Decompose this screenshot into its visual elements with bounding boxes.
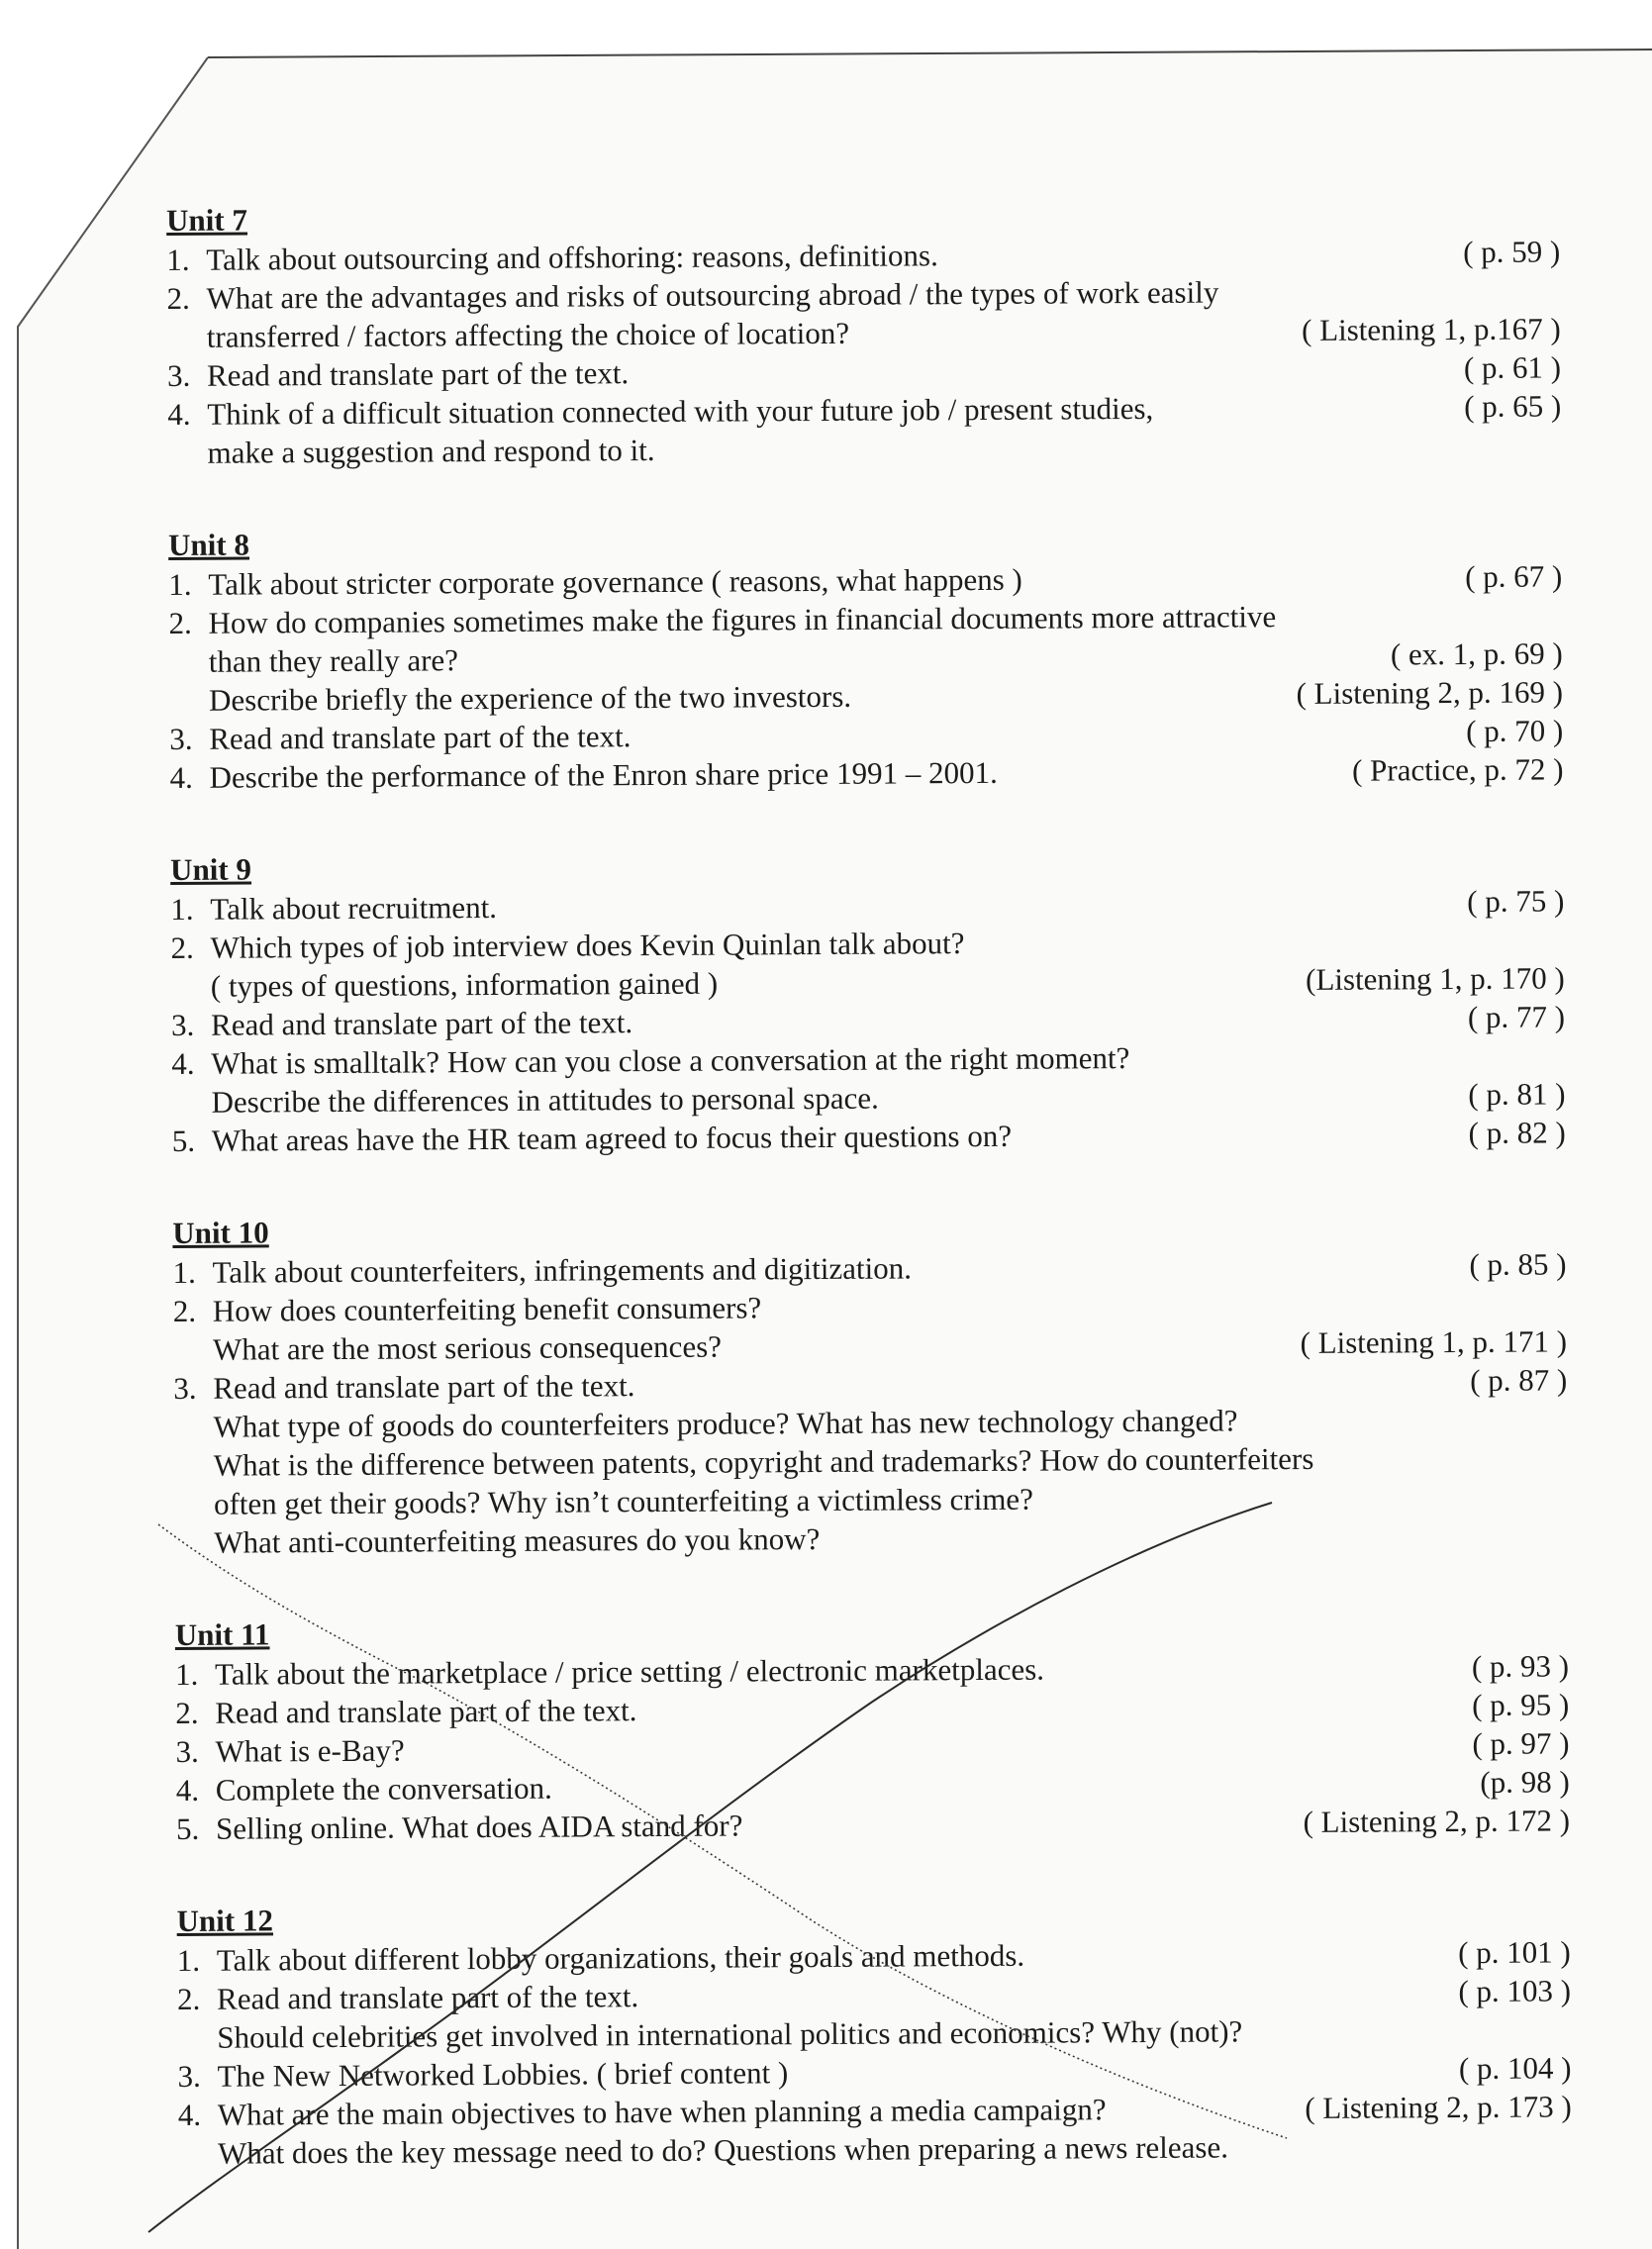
item-text: What is e-Bay? xyxy=(215,1732,405,1769)
page-reference: ( p. 77 ) xyxy=(1467,999,1566,1034)
page-reference: ( p. 104 ) xyxy=(1458,2050,1572,2087)
item-text: transferred / factors affecting the choice of location? xyxy=(206,315,850,354)
page-reference: ( p. 97 ) xyxy=(1472,1725,1570,1761)
item-number: 2. xyxy=(168,605,192,640)
item-text: What anti-counterfeiting measures do you know? xyxy=(214,1520,821,1560)
item-number: 2. xyxy=(166,280,190,316)
item-number: 4. xyxy=(175,1772,200,1808)
item-number: 1. xyxy=(172,1254,196,1290)
page-reference: ( p. 65 ) xyxy=(1464,388,1562,424)
item-text: Complete the conversation. xyxy=(215,1770,552,1808)
unit-title: Unit 7 xyxy=(166,202,248,238)
item-text: Describe the differences in attitudes to personal space. xyxy=(211,1080,879,1120)
item-number: 3. xyxy=(166,357,191,393)
item-number: 4. xyxy=(169,759,193,795)
item-number: 1. xyxy=(170,891,194,927)
item-text: Describe the performance of the Enron share price 1991 – 2001. xyxy=(209,754,998,795)
item-text: How do companies sometimes make the figures in financial documents more attractive xyxy=(208,599,1277,640)
unit-title: Unit 8 xyxy=(168,527,250,562)
item-text: Read and translate part of the text. xyxy=(216,1979,639,2016)
page-reference: ( p. 81 ) xyxy=(1468,1076,1566,1112)
unit-title: Unit 11 xyxy=(174,1616,270,1652)
item-text: What are the advantages and risks of outsourcing abroad / the types of work easily xyxy=(206,274,1219,316)
item-number: 3. xyxy=(173,1370,197,1406)
item-text: Talk about the marketplace / price setting / electronic marketplaces. xyxy=(214,1651,1045,1692)
page-reference: ( Listening 1, p. 171 ) xyxy=(1300,1323,1568,1361)
page-reference: ( p. 93 ) xyxy=(1471,1648,1570,1684)
item-text: What are the most serious consequences? xyxy=(212,1328,723,1367)
page-reference: (Listening 1, p. 170 ) xyxy=(1305,960,1565,997)
item-text: What is smalltalk? How can you close a conversation at the right moment? xyxy=(211,1040,1130,1081)
page-reference: ( p. 61 ) xyxy=(1463,349,1562,385)
item-number: 3. xyxy=(177,2058,201,2094)
page-reference: ( Listening 2, p. 173 ) xyxy=(1305,2089,1572,2126)
unit-title: Unit 10 xyxy=(172,1215,269,1250)
page-reference: ( Listening 1, p.167 ) xyxy=(1301,311,1561,347)
page-reference: ( p. 95 ) xyxy=(1472,1687,1570,1722)
item-number: 1. xyxy=(176,1942,201,1978)
item-text: How does counterfeiting benefit consumers? xyxy=(212,1290,762,1328)
item-text: Think of a difficult situation connected with your future job / present studies, xyxy=(207,390,1154,432)
item-text: make a suggestion and respond to it. xyxy=(207,432,655,470)
item-text: than they really are? xyxy=(208,642,459,679)
item-text: Describe briefly the experience of the two investors. xyxy=(208,678,852,718)
item-text: Talk about different lobby organizations, their goals and methods. xyxy=(216,1937,1025,1978)
unit-title: Unit 9 xyxy=(170,851,252,887)
item-number: 3. xyxy=(170,1007,195,1042)
page-reference: ( Practice, p. 72 ) xyxy=(1351,751,1564,788)
unit-title: Unit 12 xyxy=(176,1903,274,1938)
item-text: Read and translate part of the text. xyxy=(213,1368,635,1406)
item-text: Read and translate part of the text. xyxy=(215,1693,637,1730)
item-text: Read and translate part of the text. xyxy=(209,719,632,756)
item-text: Talk about recruitment. xyxy=(210,889,498,927)
page-reference: ( Listening 2, p. 172 ) xyxy=(1303,1803,1571,1840)
item-number: 1. xyxy=(166,242,190,277)
item-number: 5. xyxy=(171,1123,196,1158)
page-reference: (p. 98 ) xyxy=(1480,1764,1570,1800)
page-reference: ( ex. 1, p. 69 ) xyxy=(1390,636,1563,672)
item-text: ( types of questions, information gained ) xyxy=(210,965,719,1004)
item-text: Read and translate part of the text. xyxy=(206,355,630,393)
item-number: 2. xyxy=(175,1695,199,1730)
item-number: 4. xyxy=(167,396,191,432)
item-text: often get their goods? Why isn’t counterfeiting a victimless crime? xyxy=(213,1481,1033,1521)
item-text: What is the difference between patents, copyright and trademarks? How do counterfeiters xyxy=(213,1440,1314,1483)
page-reference: ( p. 70 ) xyxy=(1466,713,1564,748)
item-number: 2. xyxy=(172,1293,197,1328)
item-text: Talk about outsourcing and offshoring: reasons, definitions. xyxy=(206,238,938,277)
page-reference: ( p. 103 ) xyxy=(1458,1973,1572,2009)
item-text: Talk about stricter corporate governance ( reasons, what happens ) xyxy=(208,561,1022,602)
item-text: What type of goods do counterfeiters produce? What has new technology changed? xyxy=(213,1403,1238,1444)
item-number: 1. xyxy=(174,1656,199,1692)
page-reference: ( Listening 2, p. 169 ) xyxy=(1296,674,1564,712)
item-text: Read and translate part of the text. xyxy=(210,1005,633,1042)
item-number: 3. xyxy=(175,1733,199,1769)
page-reference: ( p. 82 ) xyxy=(1468,1115,1566,1150)
page-reference: ( p. 67 ) xyxy=(1465,558,1563,594)
item-text: What does the key message need to do? Questions when preparing a news release. xyxy=(217,2129,1229,2171)
item-text: Should celebrities get involved in international politics and economics? Why (not)? xyxy=(217,2013,1243,2055)
item-text: What are the main objectives to have when planning a media campaign? xyxy=(217,2092,1107,2132)
page-reference: ( p. 85 ) xyxy=(1469,1246,1567,1282)
item-number: 2. xyxy=(176,1981,201,2016)
item-text: Which types of job interview does Kevin Quinlan talk about? xyxy=(210,926,965,965)
item-number: 1. xyxy=(168,566,192,602)
item-number: 4. xyxy=(177,2097,202,2132)
item-number: 3. xyxy=(169,721,193,756)
item-text: Talk about counterfeiters, infringements and digitization. xyxy=(212,1250,913,1290)
page-reference: ( p. 75 ) xyxy=(1467,883,1565,919)
item-number: 2. xyxy=(170,929,194,965)
page-reference: ( p. 59 ) xyxy=(1463,234,1561,269)
item-number: 5. xyxy=(175,1810,200,1846)
page-reference: ( p. 101 ) xyxy=(1458,1934,1571,1971)
item-text: The New Networked Lobbies. ( brief content ) xyxy=(217,2055,789,2094)
item-number: 4. xyxy=(171,1045,195,1081)
item-text: What areas have the HR team agreed to focus their questions on? xyxy=(211,1118,1013,1158)
item-text: Selling online. What does AIDA stand for? xyxy=(215,1808,743,1846)
page-reference: ( p. 87 ) xyxy=(1470,1362,1568,1398)
